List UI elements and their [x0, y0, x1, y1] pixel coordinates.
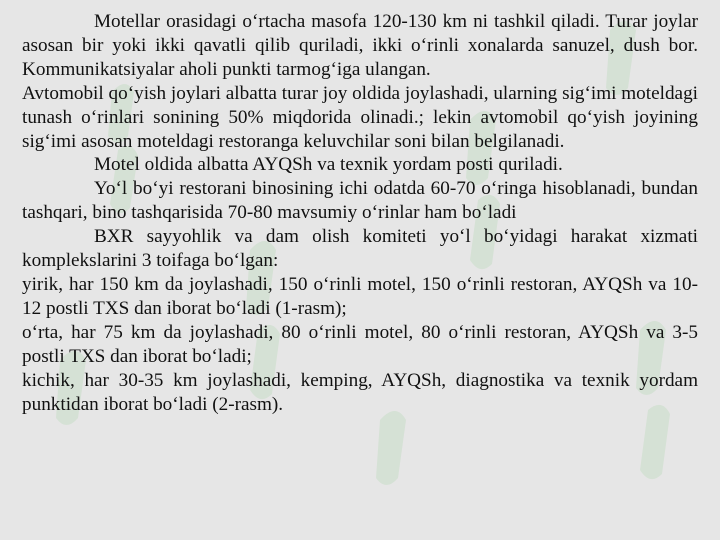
paragraph-4: Yo‘l bo‘yi restorani binosining ichi odatda 60-70 o‘ringa hisoblanadi, bundan tashqari, bino tashqarisida 70-80 mavsumiy o‘rinlar ham bo‘ladi [22, 178, 698, 224]
paragraph-2: Avtomobil qo‘yish joylari albatta turar joy oldida joylashadi, ularning sig‘imi moteldagi tunash o‘rinlari sonining 50% miqdorida olinadi.; lekin avtomobil qo‘yish joyining sig‘imi asosan moteldagi restoranga keluvchilar soni bilan belgilanadi. [22, 82, 698, 152]
document-page [22, 10, 698, 416]
paragraph-5: BXR sayyohlik va dam olish komiteti yo‘l bo‘yidagi harakat xizmati komplekslarini 3 toifaga bo‘lgan: [22, 226, 698, 272]
paragraph-8: kichik, har 30-35 km joylashadi, kemping, AYQSh, diagnostika va texnik yordam punktidan iborat bo‘ladi (2-rasm). [22, 369, 698, 415]
paragraph-1: Motellar orasidagi o‘rtacha masofa 120-130 km ni tashkil qiladi. Turar joylar asosan bir yoki ikki qavatli qilib quriladi, ikki o‘rinli xonalarda sanuzel, dush bor. Kommunikatsiyalar aholi punkti tarmog‘iga ulangan. [22, 11, 698, 80]
paragraph-3: Motel oldida albatta AYQSh va texnik yordam posti quriladi. [94, 154, 563, 176]
paragraph-6: yirik, har 150 km da joylashadi, 150 o‘rinli motel, 150 o‘rinli restoran, AYQSh va 10-12 postli TXS dan iborat bo‘ladi (1-rasm); [22, 273, 698, 319]
paragraph-7: o‘rta, har 75 km da joylashadi, 80 o‘rinli motel, 80 o‘rinli restoran, AYQSh va 3-5 postli TXS dan iborat bo‘ladi; [22, 321, 698, 367]
